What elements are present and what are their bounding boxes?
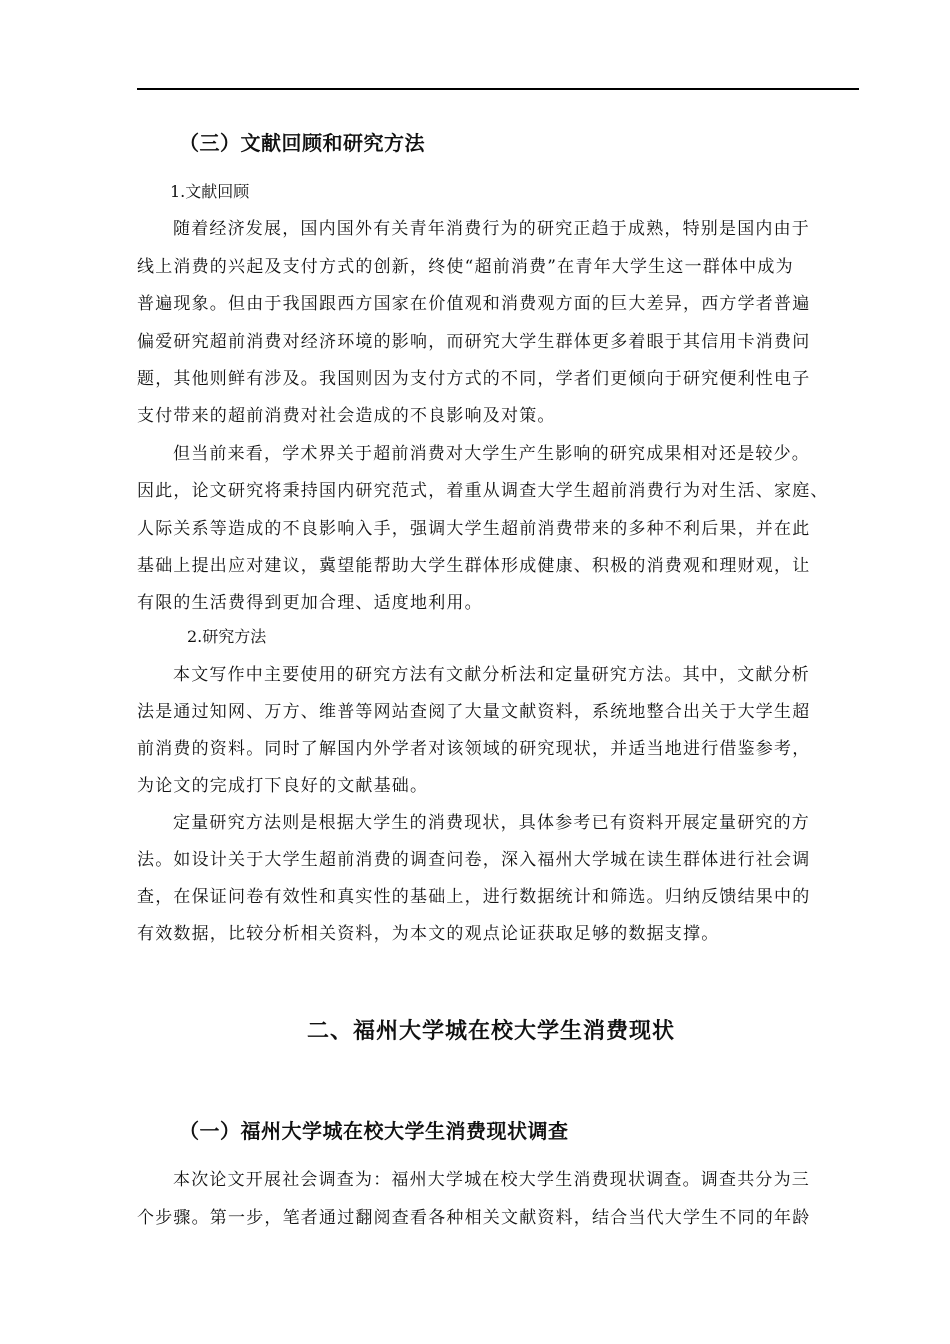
subheading-literature-review: 1.文献回顾 [170,182,250,201]
header-rule [137,88,859,90]
paragraph-line: 普遍现象。但由于我国跟西方国家在价值观和消费观方面的巨大差异，西方学者普遍 [137,294,811,314]
subheading-research-methods: 2.研究方法 [187,627,267,646]
paragraph-line: 本文写作中主要使用的研究方法有文献分析法和定量研究方法。其中，文献分析 [173,665,810,685]
paragraph-line: 个步骤。第一步，笔者通过翻阅查看各种相关文献资料，结合当代大学生不同的年龄 [137,1208,811,1228]
paragraph-line: 前消费的资料。同时了解国内外学者对该领域的研究现状，并适当地进行借鉴参考， [137,739,811,759]
paragraph-line: 法。如设计关于大学生超前消费的调查问卷，深入福州大学城在读生群体进行社会调 [137,850,811,870]
section-heading-literature-methods: （三）文献回顾和研究方法 [179,131,425,155]
paragraph-line: 随着经济发展，国内国外有关青年消费行为的研究正趋于成熟，特别是国内由于 [173,219,810,239]
paragraph-line: 支付带来的超前消费对社会造成的不良影响及对策。 [137,406,556,426]
chapter-heading: 二、福州大学城在校大学生消费现状 [307,1019,676,1044]
paragraph-line: 基础上提出应对建议，冀望能帮助大学生群体形成健康、积极的消费观和理财观，让 [137,556,811,576]
paragraph-line: 因此，论文研究将秉持国内研究范式，着重从调查大学生超前消费行为对生活、家庭、 [137,481,829,501]
paragraph-line: 为论文的完成打下良好的文献基础。 [137,776,429,796]
paragraph-line: 有限的生活费得到更加合理、适度地利用。 [137,593,483,613]
paragraph-line: 定量研究方法则是根据大学生的消费现状，具体参考已有资料开展定量研究的方 [173,813,810,833]
paragraph-line: 偏爱研究超前消费对经济环境的影响，而研究大学生群体更多着眼于其信用卡消费问 [137,332,811,352]
paragraph-line: 查，在保证问卷有效性和真实性的基础上，进行数据统计和筛选。归纳反馈结果中的 [137,887,811,907]
section-heading-survey: （一）福州大学城在校大学生消费现状调查 [179,1119,569,1143]
paragraph-line: 本次论文开展社会调查为：福州大学城在校大学生消费现状调查。调查共分为三 [173,1170,810,1190]
paragraph-line: 人际关系等造成的不良影响入手，强调大学生超前消费带来的多种不利后果，并在此 [137,519,811,539]
paragraph-line: 线上消费的兴起及支付方式的创新，终使“超前消费”在青年大学生这一群体中成为 [137,257,794,277]
paragraph-line: 但当前来看，学术界关于超前消费对大学生产生影响的研究成果相对还是较少。 [173,444,810,464]
paragraph-line: 法是通过知网、万方、维普等网站查阅了大量文献资料，系统地整合出关于大学生超 [137,702,811,722]
paragraph-line: 题，其他则鲜有涉及。我国则因为支付方式的不同，学者们更倾向于研究便利性电子 [137,369,811,389]
paragraph-line: 有效数据，比较分析相关资料，为本文的观点论证获取足够的数据支撑。 [137,924,720,944]
